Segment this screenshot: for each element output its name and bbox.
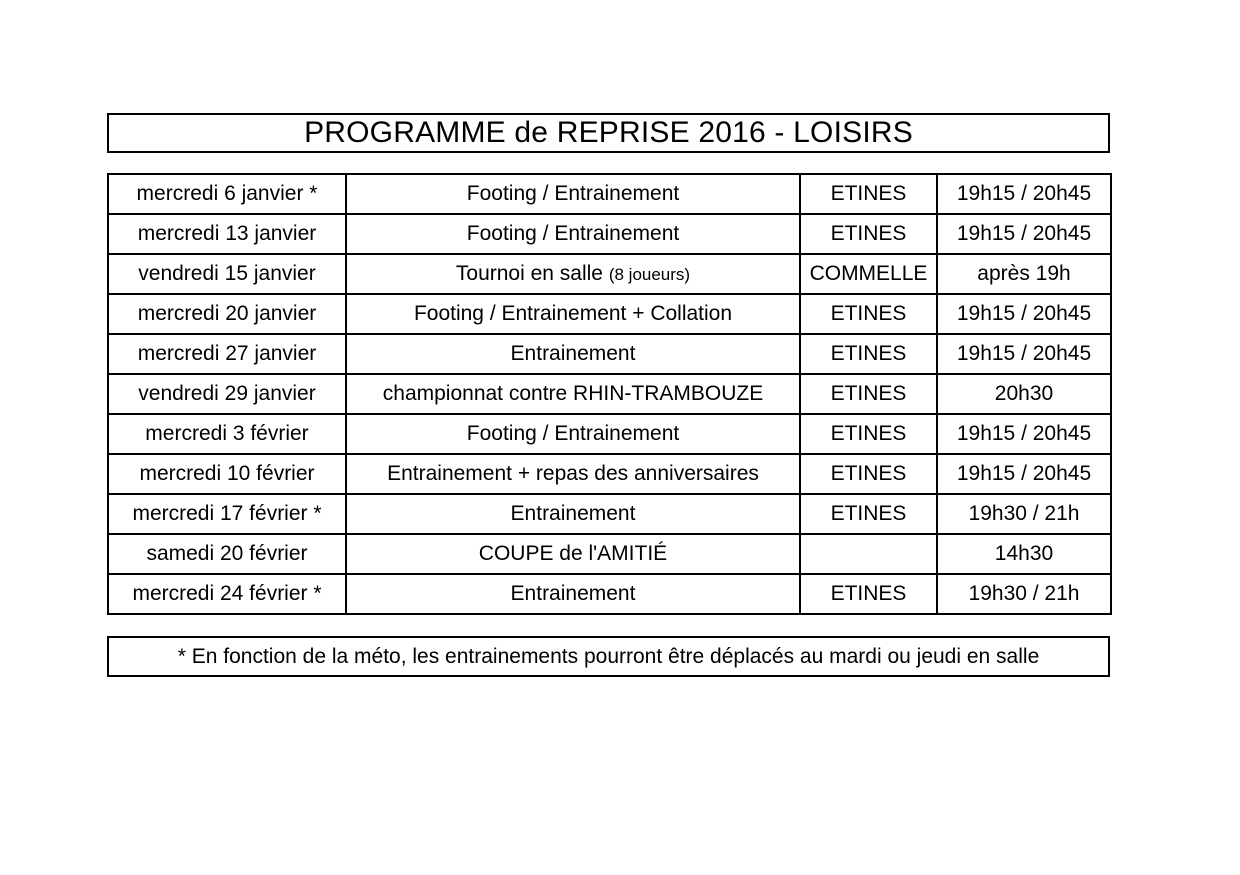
schedule-table-body — [108, 174, 1111, 614]
table-row — [108, 254, 1111, 294]
activity-text: Entrainement — [510, 582, 636, 605]
activity-text: COUPE de l'AMITIÉ — [478, 542, 668, 565]
activity-cell — [346, 574, 800, 614]
time-cell: 19h15 / 20h45 — [937, 174, 1111, 214]
table-row — [108, 494, 1111, 534]
activity-text: Footing / Entrainement — [466, 182, 680, 205]
place-cell: ETINES — [800, 454, 937, 494]
time-cell: 19h15 / 20h45 — [937, 454, 1111, 494]
date-cell: vendredi 29 janvier — [108, 374, 346, 414]
activity-cell — [346, 454, 800, 494]
date-cell: mercredi 3 février — [108, 414, 346, 454]
page-title — [107, 113, 1110, 153]
activity-text: Entrainement + repas des anniversaires — [387, 462, 759, 485]
activity-text: Tournoi en salle — [455, 262, 603, 285]
time-cell: 19h15 / 20h45 — [937, 294, 1111, 334]
time-cell: après 19h — [937, 254, 1111, 294]
date-cell: mercredi 20 janvier — [108, 294, 346, 334]
time-cell: 20h30 — [937, 374, 1111, 414]
activity-cell — [346, 174, 800, 214]
place-cell: ETINES — [800, 174, 937, 214]
time-cell: 19h30 / 21h — [937, 494, 1111, 534]
time-cell: 14h30 — [937, 534, 1111, 574]
activity-text: Footing / Entrainement — [466, 422, 680, 445]
time-cell: 19h15 / 20h45 — [937, 214, 1111, 254]
date-cell: mercredi 24 février * — [108, 574, 346, 614]
place-cell: ETINES — [800, 294, 937, 334]
date-cell: mercredi 13 janvier — [108, 214, 346, 254]
activity-cell — [346, 214, 800, 254]
place-cell — [800, 534, 937, 574]
time-cell: 19h30 / 21h — [937, 574, 1111, 614]
table-row — [108, 214, 1111, 254]
activity-cell — [346, 254, 800, 294]
date-cell: mercredi 17 février * — [108, 494, 346, 534]
activity-cell — [346, 414, 800, 454]
date-cell: mercredi 27 janvier — [108, 334, 346, 374]
table-row — [108, 454, 1111, 494]
date-cell: mercredi 10 février — [108, 454, 346, 494]
table-row — [108, 294, 1111, 334]
footnote-text: * En fonction de la méto, les entrainements pourront être déplacés au mardi ou jeudi en salle — [177, 644, 1040, 668]
date-cell: mercredi 6 janvier * — [108, 174, 346, 214]
activity-text: Entrainement — [510, 502, 636, 525]
activity-cell — [346, 534, 800, 574]
activity-cell — [346, 294, 800, 334]
table-row — [108, 334, 1111, 374]
page-title-text: PROGRAMME de REPRISE 2016 - LOISIRS — [304, 116, 913, 149]
activity-cell — [346, 494, 800, 534]
schedule-table — [107, 173, 1112, 615]
place-cell: ETINES — [800, 574, 937, 614]
activity-cell — [346, 334, 800, 374]
table-row — [108, 414, 1111, 454]
date-cell: vendredi 15 janvier — [108, 254, 346, 294]
place-cell: ETINES — [800, 374, 937, 414]
activity-text: Footing / Entrainement + Collation — [413, 302, 733, 325]
place-cell: ETINES — [800, 214, 937, 254]
date-cell: samedi 20 février — [108, 534, 346, 574]
time-cell: 19h15 / 20h45 — [937, 334, 1111, 374]
footnote — [107, 636, 1110, 677]
place-cell: COMMELLE — [800, 254, 937, 294]
place-cell: ETINES — [800, 494, 937, 534]
table-row — [108, 574, 1111, 614]
place-cell: ETINES — [800, 414, 937, 454]
activity-text: Entrainement — [510, 342, 636, 365]
time-cell: 19h15 / 20h45 — [937, 414, 1111, 454]
activity-text: championnat contre RHIN-TRAMBOUZE — [382, 382, 764, 405]
table-row — [108, 374, 1111, 414]
activity-note: (8 joueurs) — [608, 265, 691, 284]
place-cell: ETINES — [800, 334, 937, 374]
table-row — [108, 534, 1111, 574]
table-row — [108, 174, 1111, 214]
activity-text: Footing / Entrainement — [466, 222, 680, 245]
activity-cell — [346, 374, 800, 414]
